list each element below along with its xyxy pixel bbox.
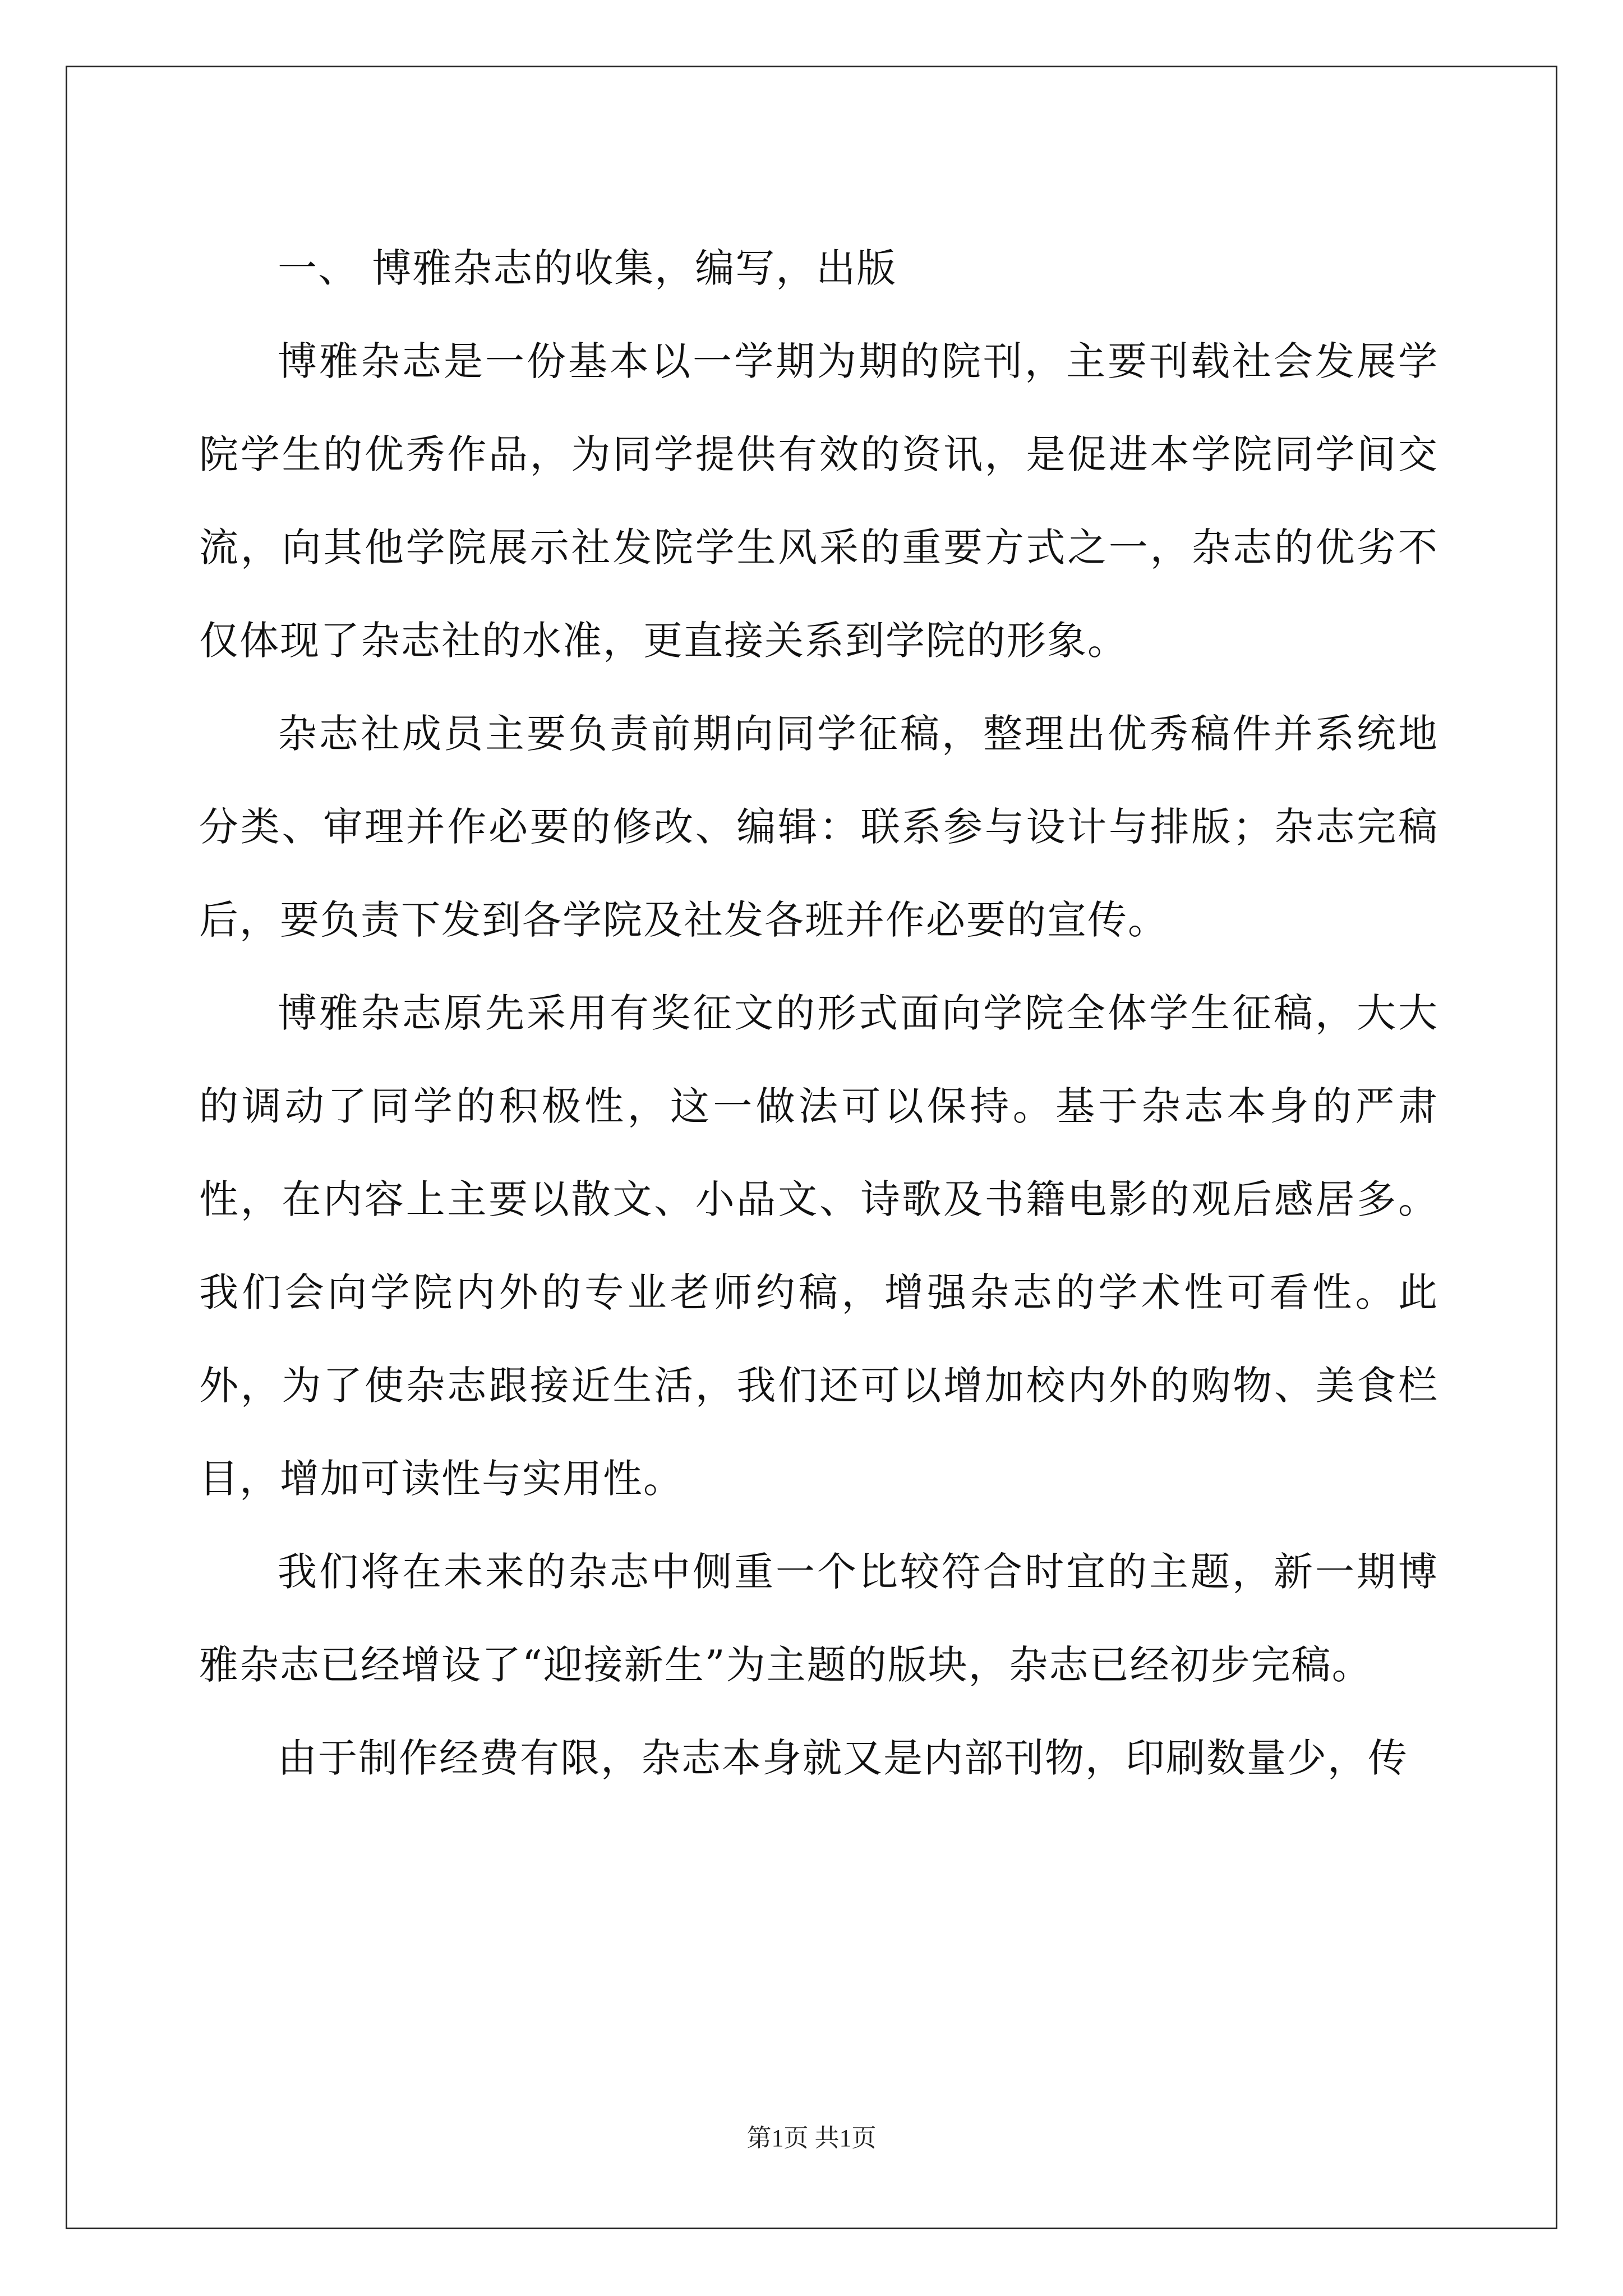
document-body — [199, 222, 1438, 1805]
section-heading: 一、 博雅杂志的收集，编写，出版 — [278, 245, 897, 291]
paragraph-1: 博雅杂志是一份基本以一学期为期的院刊，主要刊载社会发展学院学生的优秀作品，为同学提供有效的资讯，是促进本学院同学间交流，向其他学院展示社发院学生风采的重要方式之一，杂志的优劣不仅体现了杂志社的水准，更直接关系到学院的形象。 — [199, 338, 1438, 664]
paragraph-5: 由于制作经费有限，杂志本身就又是内部刊物，印刷数量少，传 — [278, 1735, 1408, 1781]
paragraph-3: 博雅杂志原先采用有奖征文的形式面向学院全体学生征稿，大大的调动了同学的积极性，这一做法可以保持。基于杂志本身的严肃性，在内容上主要以散文、小品文、诗歌及书籍电影的观后感居多。我们会向学院内外的专业老师约稿，增强杂志的学术性可看性。此外，为了使杂志跟接近生活，我们还可以增加校内外的购物、美食栏目，增加可读性与实用性。 — [199, 990, 1438, 1502]
paragraph-2: 杂志社成员主要负责前期向同学征稿，整理出优秀稿件并系统地分类、审理并作必要的修改、编辑：联系参与设计与排版；杂志完稿后，要负责下发到各学院及社发各班并作必要的宣传。 — [199, 711, 1438, 943]
page-footer: 第1页 共1页 — [746, 2124, 877, 2152]
paragraph-4: 我们将在未来的杂志中侧重一个比较符合时宜的主题，新一期博雅杂志已经增设了“迎接新生”为主题的版块，杂志已经初步完稿。 — [199, 1549, 1438, 1688]
